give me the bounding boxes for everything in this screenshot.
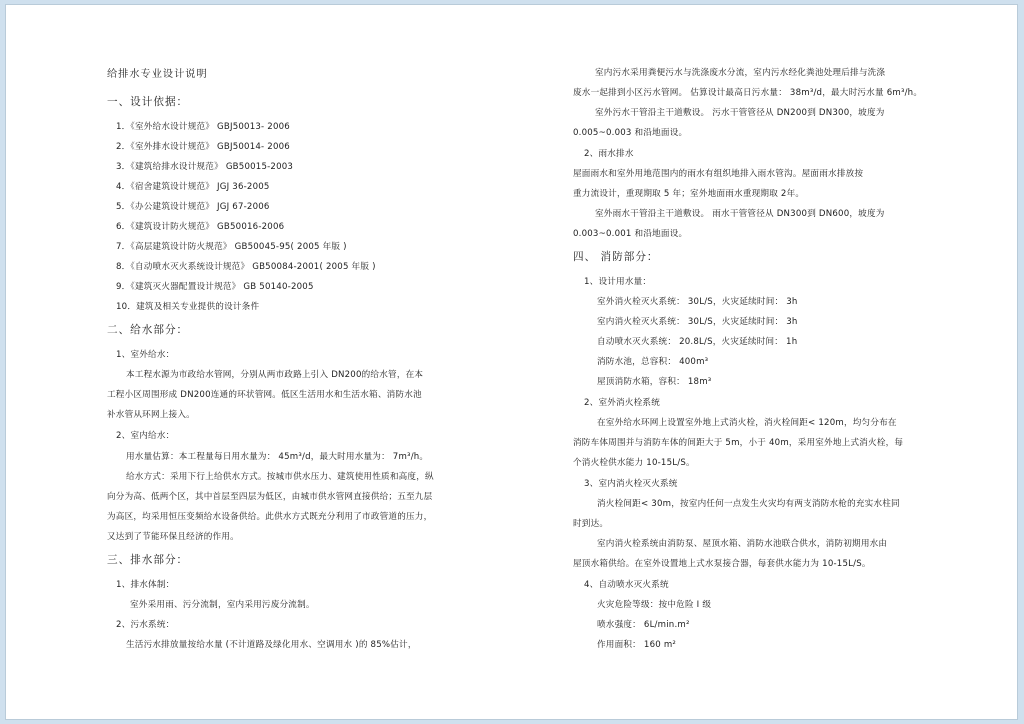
paragraph-line: 个消火栓供水能力 10-15L/S。 [573,458,695,468]
paragraph-line: 生活污水排放量按给水量 (不计道路及绿化用水、空调用水 )的 85%估计， [126,640,417,650]
paragraph-line: 0.003~0.001 和沿地面设。 [573,229,688,239]
subsection-title: 3、室内消火栓灭火系统 [584,479,678,489]
subsection-title: 4、自动喷水灭火系统 [584,580,669,590]
subsection-title: 2、室外消火栓系统 [584,398,661,408]
reference-item: 6．《建筑设计防火规范》 GB50016-2006 [116,222,285,232]
reference-item: 1．《室外给水设计规范》 GBJ50013- 2006 [116,122,290,132]
paragraph-line: 室内消火栓系统由消防泵、屋顶水箱、消防水池联合供水，消防初期用水由 [597,539,888,549]
paragraph-line: 室外污水干管沿主干道敷设。 污水干管管径从 DN200到 DN300，坡度为 [595,108,885,118]
paragraph-line: 屋面雨水和室外用地范围内的雨水有组织地排入雨水管沟。屋面雨水排放按 [573,169,864,179]
paragraph-line: 补水管从环网上接入。 [107,410,195,420]
reference-item: 2．《室外排水设计规范》 GBJ50014- 2006 [116,142,290,152]
reference-item: 4．《宿舍建筑设计规范》 JGJ 36-2005 [116,182,270,192]
reference-item: 9．《建筑灭火器配置设计规范》 GB 50140-2005 [116,282,314,292]
paragraph-line: 时到达。 [573,519,609,529]
document-title: 给排水专业设计说明 [107,69,208,80]
paragraph-line: 0.005~0.003 和沿地面设。 [573,128,688,138]
paragraph-line: 用水量估算：本工程量每日用水量为： 45m³/d，最大时用水量为： 7m³/h。 [126,452,429,462]
subsection-title: 2、污水系统： [116,620,175,630]
paragraph-line: 室外采用雨、污分流制，室内采用污废分流制。 [130,600,315,610]
paragraph-line: 屋顶水箱供给。在室外设置地上式水泵接合器，每套供水能力为 10-15L/S。 [573,559,871,569]
water-demand-item: 屋顶消防水箱，容积： 18m³ [597,377,712,387]
water-demand-item: 室内消火栓灭火系统： 30L/S，火灾延续时间： 3h [597,317,798,327]
paragraph-line: 在室外给水环网上设置室外地上式消火栓，消火栓间距< 120m，均匀分布在 [597,418,897,428]
section-heading-fire: 四、 消防部分： [573,251,659,263]
sprinkler-item: 喷水强度： 6L/min.m² [597,620,690,630]
reference-item: 8．《自动喷水灭火系统设计规范》 GB50084-2001( 2005 年版 ) [116,262,376,272]
section-heading-drainage: 三、排水部分： [107,554,189,566]
water-demand-item: 自动喷水灭火系统： 20.8L/S，火灾延续时间： 1h [597,337,798,347]
sprinkler-item: 火灾危险等级：按中危险 Ⅰ 级 [597,600,712,610]
paragraph-line: 消防车体周围并与消防车体的间距大于 5m，小于 40m，采用室外地上式消火栓，每 [573,438,904,448]
paragraph-line: 为高区，均采用恒压变频给水设备供给。此供水方式既充分利用了市政管道的压力， [107,512,433,522]
reference-item: 5．《办公建筑设计规范》 JGJ 67-2006 [116,202,270,212]
section-heading-basis: 一、设计依据： [107,96,189,108]
paragraph-line: 又达到了节能环保且经济的作用。 [107,532,239,542]
subsection-title: 2、室内给水： [116,431,175,441]
paragraph-line: 室外雨水干管沿主干道敷设。 雨水干管管径从 DN300到 DN600，坡度为 [595,209,885,219]
paragraph-line: 重力流设计，重现期取 5 年；室外地面雨水重现期取 2年。 [573,189,805,199]
subsection-title: 1、设计用水量： [584,277,652,287]
reference-item: 3．《建筑给排水设计规范》 GB50015-2003 [116,162,294,172]
document-page [5,4,1018,720]
reference-item: 10．建筑及相关专业提供的设计条件 [116,302,260,312]
water-demand-item: 室外消火栓灭火系统： 30L/S，火灾延续时间： 3h [597,297,798,307]
subsection-title: 1、排水体制： [116,580,175,590]
subsection-title: 1、室外给水： [116,350,175,360]
paragraph-line: 给水方式：采用下行上给供水方式。按城市供水压力、建筑使用性质和高度，纵 [126,472,434,482]
sprinkler-item: 作用面积： 160 m² [597,640,677,650]
paragraph-line: 工程小区周围形成 DN200连通的环状管网。低区生活用水和生活水箱、消防水池 [107,390,422,400]
paragraph-line: 室内污水采用粪便污水与洗涤废水分流，室内污水经化粪池处理后排与洗涤 [595,68,886,78]
reference-item: 7．《高层建筑设计防火规范》 GB50045-95( 2005 年版 ) [116,242,347,252]
paragraph-line: 向分为高、低两个区，其中首层至四层为低区，由城市供水管网直接供给；五至九层 [107,492,433,502]
section-heading-water-supply: 二、给水部分： [107,324,189,336]
water-demand-item: 消防水池，总容积： 400m³ [597,357,709,367]
paragraph-line: 消火栓间距< 30m，按室内任何一点发生火灾均有两支消防水枪的充实水柱同 [597,499,900,509]
paragraph-line: 本工程水源为市政给水管网，分别从两市政路上引入 DN200的给水管，在本 [126,370,424,380]
subsection-title: 2、雨水排水 [584,149,634,159]
paragraph-line: 废水一起排到小区污水管网。 估算设计最高日污水量： 38m³/d，最大时污水量 6m³/h。 [573,88,923,98]
